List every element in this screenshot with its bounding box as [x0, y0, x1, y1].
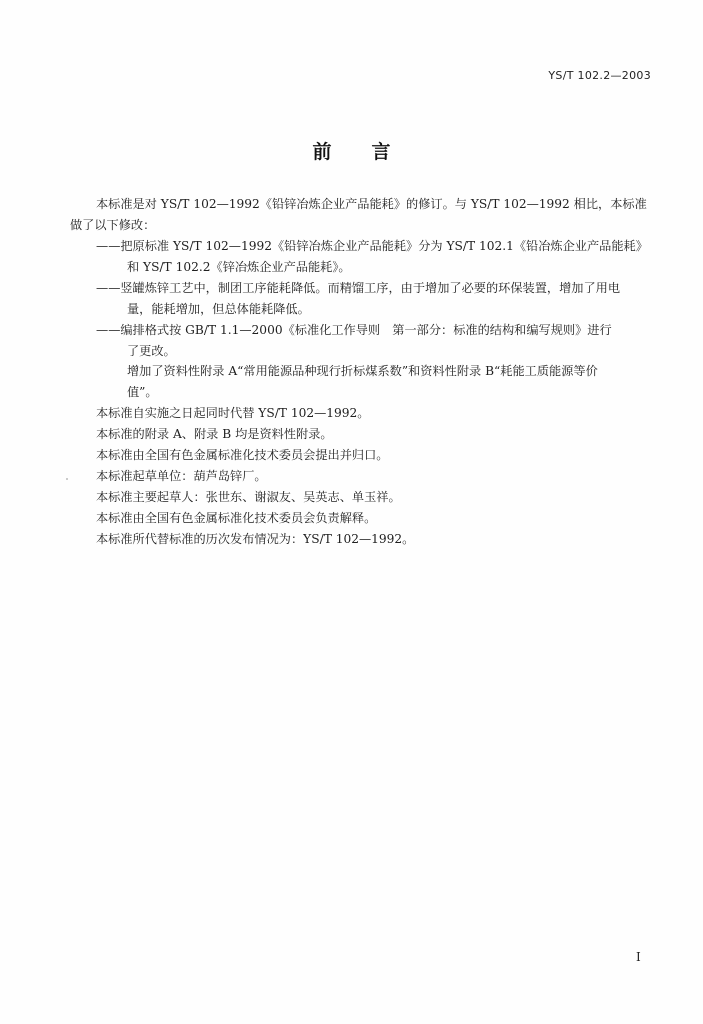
list-item-continuation: 增加了资料性附录 A“常用能源品种现行折标煤系数”和资料性附录 B“耗能工质能源等价: [127, 364, 598, 378]
paragraph-line: 本标准由全国有色金属标准化技术委员会负责解释。: [96, 511, 377, 525]
list-item: ——编排格式按 GB/T 1.1—2000《标准化工作导则 第一部分：标准的结构和编写规则》进行: [96, 323, 612, 337]
paragraph-line: 本标准自实施之日起同时代替 YS/T 102—1992。: [96, 406, 370, 420]
page-title: 前言: [312, 141, 431, 163]
paragraph-line: 本标准由全国有色金属标准化技术委员会提出并归口。: [96, 448, 389, 462]
list-item-continuation: 值”。: [127, 385, 158, 399]
paragraph-line: 本标准主要起草人：张世东、谢淑友、吴英志、单玉祥。: [96, 490, 401, 504]
list-item: ——竖罐炼锌工艺中，制团工序能耗降低。而精馏工序，由于增加了必要的环保装置，增加了用电: [96, 281, 621, 295]
page-number: I: [636, 950, 641, 964]
paragraph-line: 本标准的附录 A、附录 B 均是资料性附录。: [96, 427, 333, 441]
list-item: ——把原标准 YS/T 102—1992《铅锌冶炼企业产品能耗》分为 YS/T 102.1《铅冶炼企业产品能耗》: [96, 239, 648, 253]
paragraph-line: 本标准是对 YS/T 102—1992《铅锌冶炼企业产品能耗》的修订。与 YS/T 102—1992 相比，本标准: [96, 197, 647, 211]
paragraph-line: 本标准所代替标准的历次发布情况为：YS/T 102—1992。: [96, 532, 415, 546]
list-item-continuation: 了更改。: [127, 344, 176, 358]
scan-speck: [66, 478, 68, 480]
list-item-continuation: 量，能耗增加，但总体能耗降低。: [127, 302, 310, 316]
paragraph-line: 本标准起草单位：葫芦岛锌厂。: [96, 469, 267, 483]
list-item-continuation: 和 YS/T 102.2《锌冶炼企业产品能耗》。: [127, 260, 351, 274]
standard-number: YS/T 102.2—2003: [548, 69, 651, 82]
paragraph-line: 做了以下修改：: [70, 218, 156, 232]
